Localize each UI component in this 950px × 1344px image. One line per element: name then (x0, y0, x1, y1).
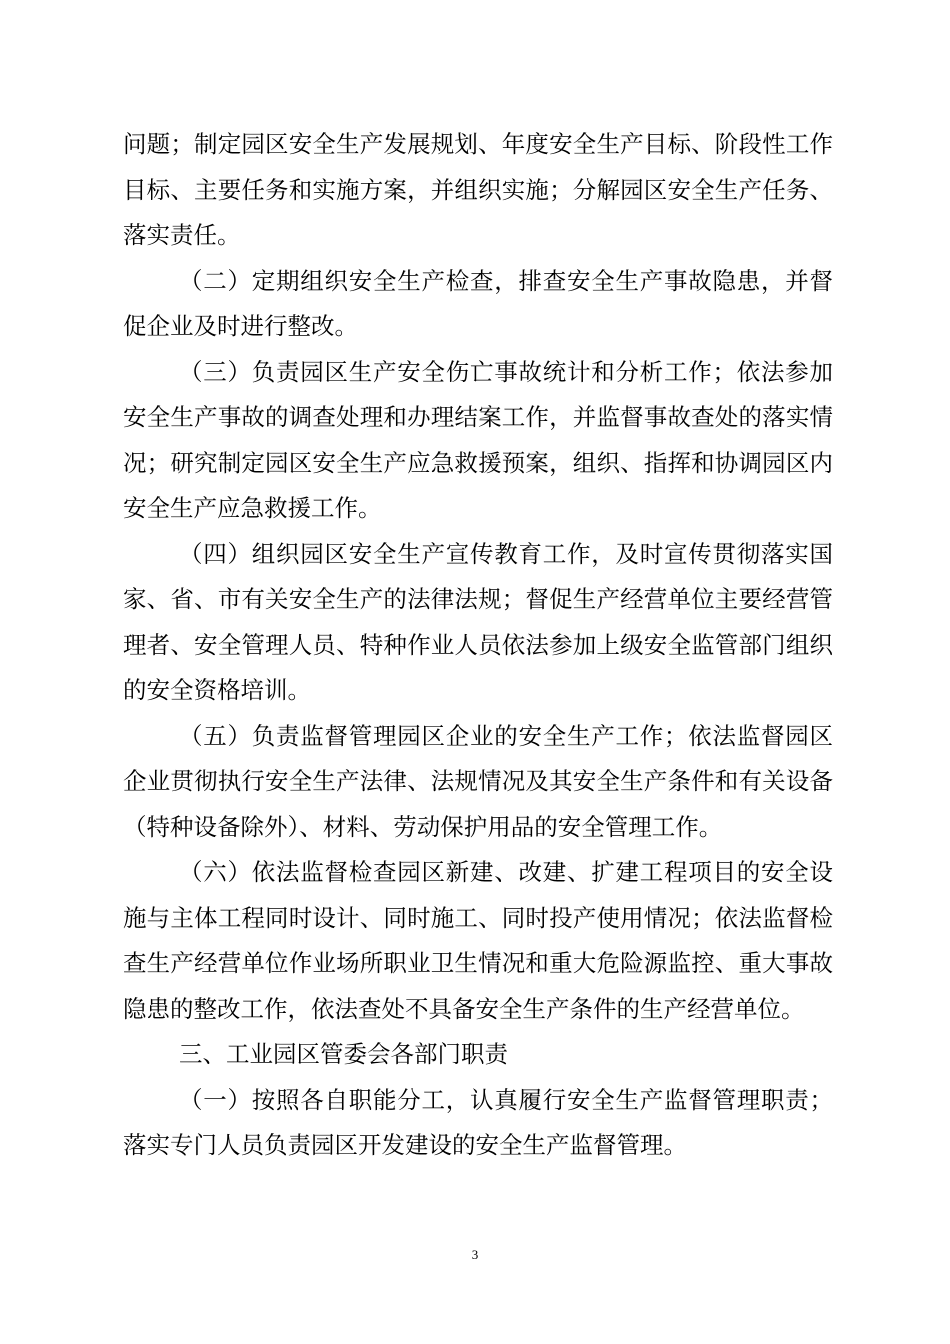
paragraph-continuation: 问题；制定园区安全生产发展规划、年度安全生产目标、阶段性工作目标、主要任务和实施方案，并组织实施；分解园区安全生产任务、落实责任。 (123, 130, 833, 249)
page-number: 3 (471, 1247, 479, 1262)
section-heading: 三、工业园区管委会各部门职责 (179, 1040, 508, 1068)
paragraph-item-6: （六）依法监督检查园区新建、改建、扩建工程项目的安全设施与主体工程同时设计、同时施工、同时投产使用情况；依法监督检查生产经营单位作业场所职业卫生情况和重大危险源监控、重大事故隐患的整改工作，依法查处不具备安全生产条件的生产经营单位。 (123, 858, 833, 1023)
document-body (123, 122, 833, 1169)
paragraph-section3-item-1: （一）按照各自职能分工，认真履行安全生产监督管理职责；落实专门人员负责园区开发建设的安全生产监督管理。 (123, 1085, 833, 1159)
paragraph-item-4: （四）组织园区安全生产宣传教育工作，及时宣传贯彻落实国家、省、市有关安全生产的法律法规；督促生产经营单位主要经营管理者、安全管理人员、特种作业人员依法参加上级安全监管部门组织的安全资格培训。 (123, 539, 833, 704)
paragraph-item-5: （五）负责监督管理园区企业的安全生产工作；依法监督园区企业贯彻执行安全生产法律、法规情况及其安全生产条件和有关设备（特种设备除外）、材料、劳动保护用品的安全管理工作。 (123, 721, 833, 841)
paragraph-item-2: （二）定期组织安全生产检查，排查安全生产事故隐患，并督促企业及时进行整改。 (123, 266, 833, 340)
paragraph-item-3: （三）负责园区生产安全伤亡事故统计和分析工作；依法参加安全生产事故的调查处理和办理结案工作，并监督事故查处的落实情况；研究制定园区安全生产应急救援预案，组织、指挥和协调园区内安全生产应急救援工作。 (123, 357, 833, 522)
